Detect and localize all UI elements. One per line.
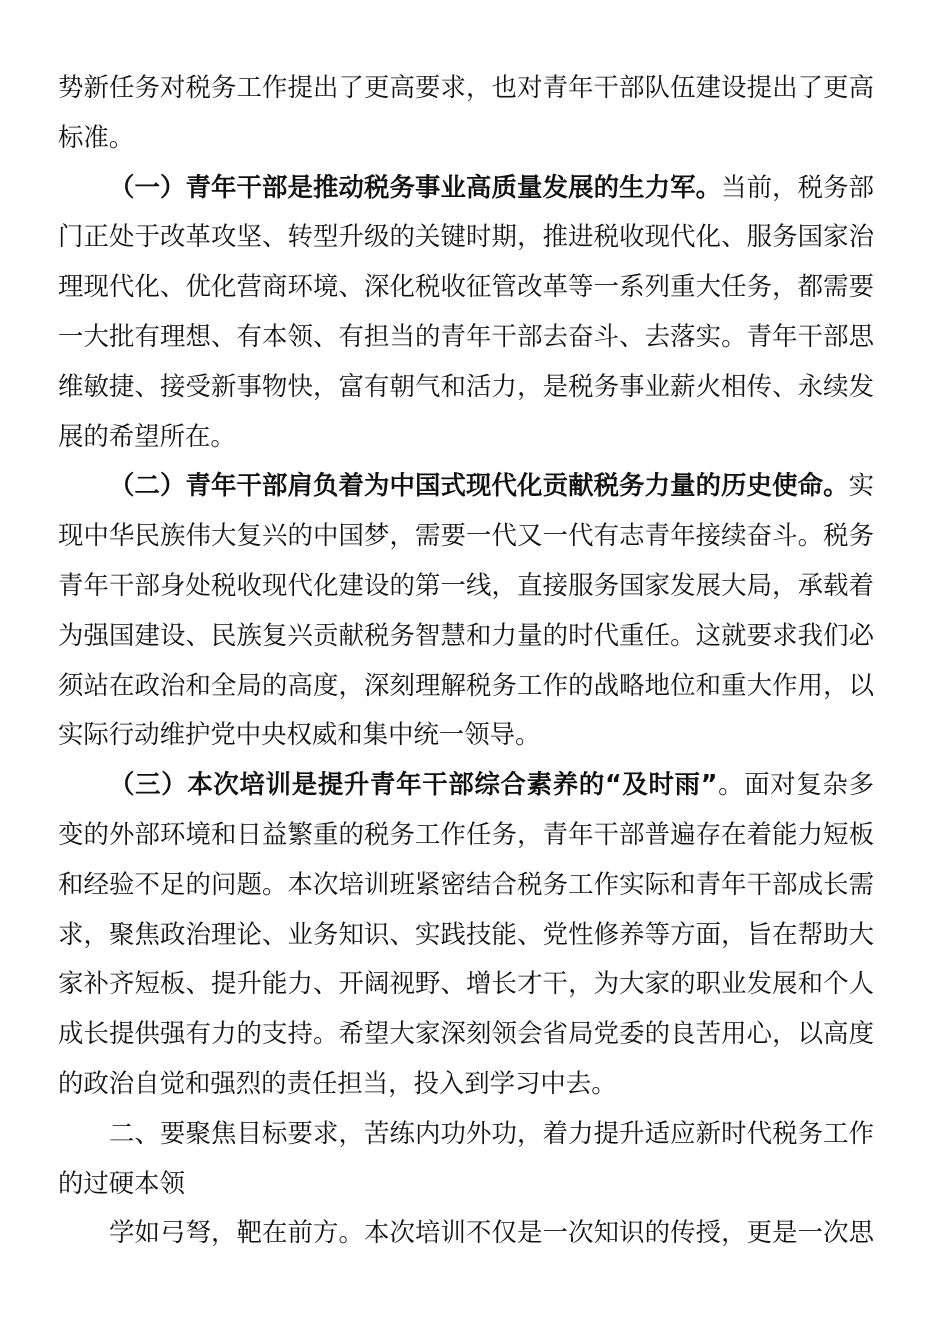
- text-line: 实际行动维护党中央权威和集中统一领导。: [58, 719, 541, 750]
- text-line: 维敏捷、接受新事物快，富有朝气和活力，是税务事业薪火相传、永续发: [58, 370, 874, 401]
- text-line: 的政治自觉和强烈的责任担当，投入到学习中去。: [58, 1067, 617, 1098]
- section-heading-line: [58, 163, 874, 213]
- text-run: 当前，税务部: [721, 171, 875, 202]
- text-line: 理现代化、优化营商环境、深化税收征管改革等一系列重大任务，都需要: [58, 271, 874, 302]
- text-line: 求，聚焦政治理论、业务知识、实践技能、党性修养等方面，旨在帮助大: [58, 918, 874, 949]
- section-heading-2: （二）青年干部肩负着为中国式现代化贡献税务力量的历史使命。: [109, 470, 849, 501]
- text-line: 为强国建设、民族复兴贡献税务智慧和力量的时代重任。这就要求我们必: [58, 619, 874, 650]
- text-line: 学如弓弩，靶在前方。本次培训不仅是一次知识的传授，更是一次思: [109, 1217, 874, 1248]
- section-title-line: 二、要聚焦目标要求，苦练内功外功，着力提升适应新时代税务工作: [109, 1117, 874, 1148]
- section-heading-line: [58, 461, 874, 511]
- text-line: 和经验不足的问题。本次培训班紧密结合税务工作实际和青年干部成长需: [58, 868, 874, 899]
- section-title-line: 的过硬本领: [58, 1167, 185, 1198]
- text-line: 现中华民族伟大复兴的中国梦，需要一代又一代有志青年接续奋斗。税务: [58, 520, 874, 551]
- text-line: 须站在政治和全局的高度，深刻理解税务工作的战略地位和重大作用，以: [58, 669, 874, 700]
- text-line: 青年干部身处税收现代化建设的第一线，直接服务国家发展大局，承载着: [58, 569, 874, 600]
- text-line: 势新任务对税务工作提出了更高要求，也对青年干部队伍建设提出了更高: [58, 72, 874, 102]
- text-run: 。面对复杂多: [717, 769, 875, 800]
- text-run: 实: [848, 470, 874, 501]
- text-line: 标准。: [58, 121, 135, 152]
- document-page: [58, 63, 874, 1258]
- section-heading-3: （三）本次培训是提升青年干部综合素养的“及时雨”: [109, 769, 718, 800]
- text-line: 变的外部环境和日益繁重的税务工作任务，青年干部普遍存在着能力短板: [58, 818, 874, 849]
- text-line: 展的希望所在。: [58, 420, 236, 451]
- section-heading-1: （一）青年干部是推动税务事业高质量发展的生力军。: [109, 171, 722, 202]
- text-line: 家补齐短板、提升能力、开阔视野、增长才干，为大家的职业发展和个人: [58, 968, 874, 999]
- text-line: 成长提供强有力的支持。希望大家深刻领会省局党委的良苦用心，以高度: [58, 1018, 874, 1049]
- section-heading-line: [58, 760, 874, 810]
- text-line: 门正处于改革攻坚、转型升级的关键时期，推进税收现代化、服务国家治: [58, 221, 874, 252]
- text-line: 一大批有理想、有本领、有担当的青年干部去奋斗、去落实。青年干部思: [58, 320, 874, 351]
